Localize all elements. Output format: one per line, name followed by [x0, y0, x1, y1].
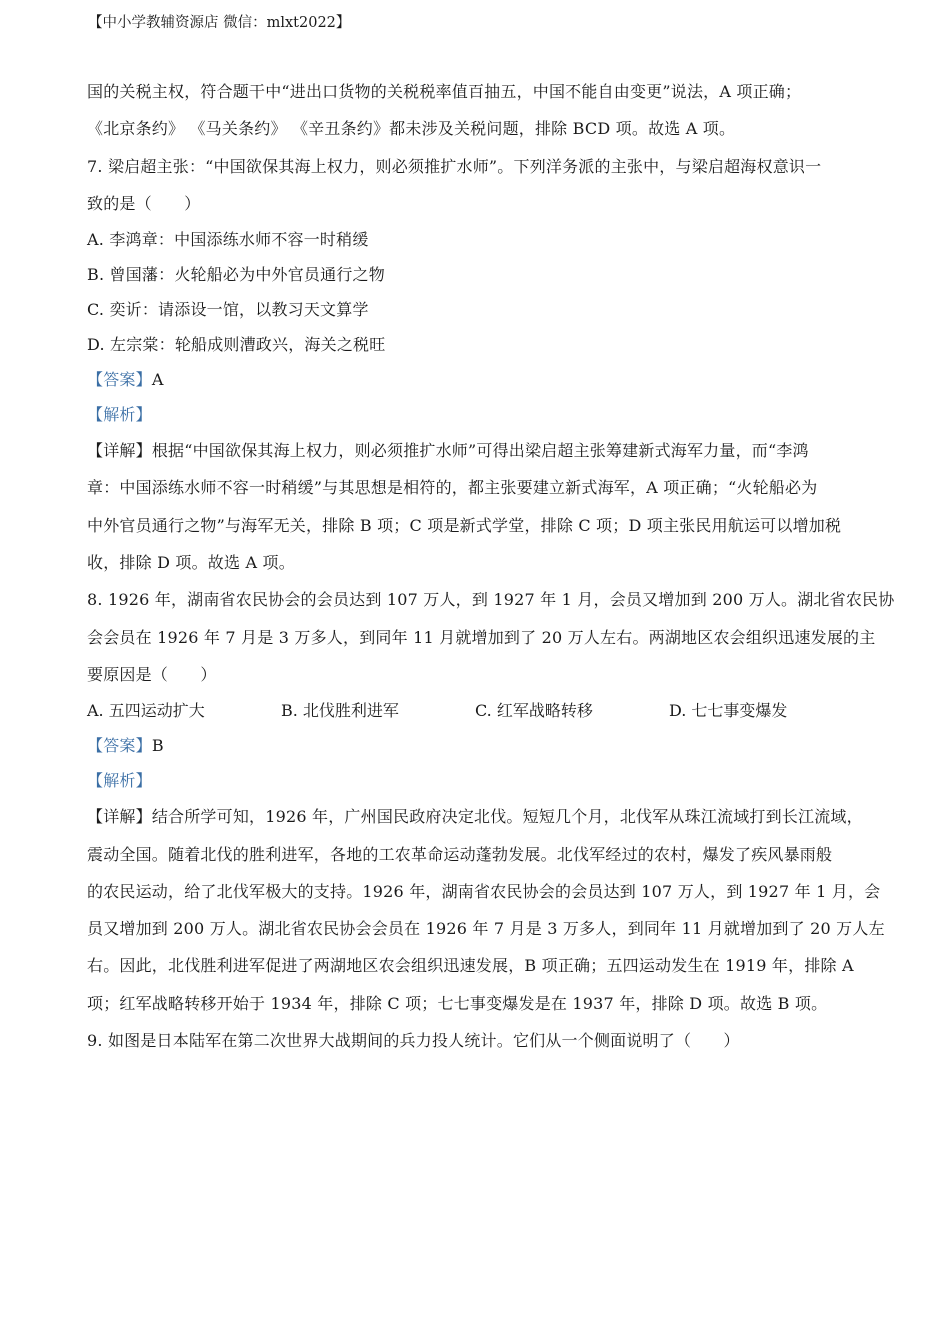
q8-detail-line-6: 项；红军战略转移开始于 1934 年，排除 C 项；七七事变爆发是在 1937 年，排除 D 项。故选 B 项。: [87, 993, 828, 1013]
q7-detail-text-1: 根据“中国欲保其海上权力，则必须推扩水师”可得出梁启超主张筹建新式海军力量，而“李鸿: [151, 441, 809, 461]
q7-option-a: A. 李鸿章：中国添练水师不容一时稍缓: [87, 230, 369, 250]
q8-analysis-tag: [87, 763, 872, 798]
q8-option-b: B. 北伐胜利进军: [281, 701, 399, 721]
q6-analysis-line-1: 国的关税主权，符合题干中“进出口货物的关税税率值百抽五，中国不能自由变更”说法，A 项正确；: [87, 82, 802, 101]
q6-analysis-line-2: 《北京条约》 《马关条约》 《辛丑条约》都未涉及关税问题，排除 BCD 项。故选 A 项。: [87, 119, 736, 139]
q8-answer-value: B: [151, 736, 164, 756]
q8-detail-tag: 【详解】: [87, 807, 152, 827]
q8-analysis-label: 【解析】: [87, 771, 152, 791]
q7-stem-line-1: 7. 梁启超主张：“中国欲保其海上权力，则必须推扩水师”。下列洋务派的主张中，与梁启超海权意识一: [87, 156, 822, 176]
q7-detail-line-2: 章：中国添练水师不容一时稍缓”与其思想是相符的，都主张要建立新式海军，A 项正确；“火轮船必为: [87, 478, 818, 498]
q7-answer: [87, 362, 872, 397]
document-body: [87, 73, 895, 1059]
q8-stem-line-2: 会会员在 1926 年 7 月是 3 万多人，到同年 11 月就增加到了 20 万人左右。两湖地区农会组织迅速发展的主: [87, 627, 876, 647]
q7-option-c: C. 奕䜣：请添设一馆，以教习天文算学: [87, 300, 369, 320]
q7-analysis-tag: [87, 397, 872, 432]
q8-option-c: C. 红军战略转移: [475, 701, 593, 721]
q8-answer-tag: 【答案】: [87, 736, 152, 756]
q8-detail-line-2: 震动全国。随着北伐的胜利进军，各地的工农革命运动蓬勃发展。北伐军经过的农村，爆发了疾风暴雨般: [87, 844, 833, 864]
q8-detail-line-3: 的农民运动，给了北伐军极大的支持。1926 年，湖南省农民协会的会员达到 107 万人，到 1927 年 1 月，会: [87, 881, 881, 901]
q8-detail-line-1: [87, 798, 872, 835]
q8-option-a: A. 五四运动扩大: [87, 701, 205, 721]
q8-detail-line-5: 右。因此，北伐胜利进军促进了两湖地区农会组织迅速发展，B 项正确；五四运动发生在 1919 年，排除 A: [87, 956, 854, 976]
q8-stem-line-1: 8. 1926 年，湖南省农民协会的会员达到 107 万人，到 1927 年 1 月，会员又增加到 200 万人。湖北省农民协: [87, 590, 895, 610]
q7-detail-line-4: 收，排除 D 项。故选 A 项。: [87, 553, 295, 573]
q9-stem: 9. 如图是日本陆军在第二次世界大战期间的兵力投人统计。它们从一个侧面说明了（ ）: [87, 1031, 740, 1051]
q7-answer-value: A: [151, 370, 164, 390]
q7-analysis-label: 【解析】: [87, 405, 152, 425]
q8-options: [87, 693, 872, 728]
q7-detail-tag: 【详解】: [87, 441, 152, 461]
q8-detail-line-4: 员又增加到 200 万人。湖北省农民协会会员在 1926 年 7 月是 3 万多人，到同年 11 月就增加到了 20 万人左: [87, 919, 885, 939]
q7-stem-line-2: 致的是（ ）: [87, 193, 201, 213]
q8-option-d: D. 七七事变爆发: [669, 701, 788, 721]
q7-option-b: B. 曾国藩：火轮船必为中外官员通行之物: [87, 265, 385, 285]
page-header: 【中小学教辅资源店 微信：mlxt2022】: [88, 15, 351, 31]
q8-stem-line-3: 要原因是（ ）: [87, 664, 217, 684]
q7-detail-line-1: [87, 432, 872, 469]
q8-detail-text-1: 结合所学可知，1926 年，广州国民政府决定北伐。短短几个月，北伐军从珠江流域打到长江流域，: [151, 807, 863, 827]
q7-detail-line-3: 中外官员通行之物”与海军无关，排除 B 项；C 项是新式学堂，排除 C 项；D 项主张民用航运可以增加税: [87, 515, 842, 535]
q8-answer: [87, 728, 872, 763]
q7-option-d: D. 左宗棠：轮船成则漕政兴，海关之税旺: [87, 335, 386, 355]
q7-answer-tag: 【答案】: [87, 370, 152, 390]
